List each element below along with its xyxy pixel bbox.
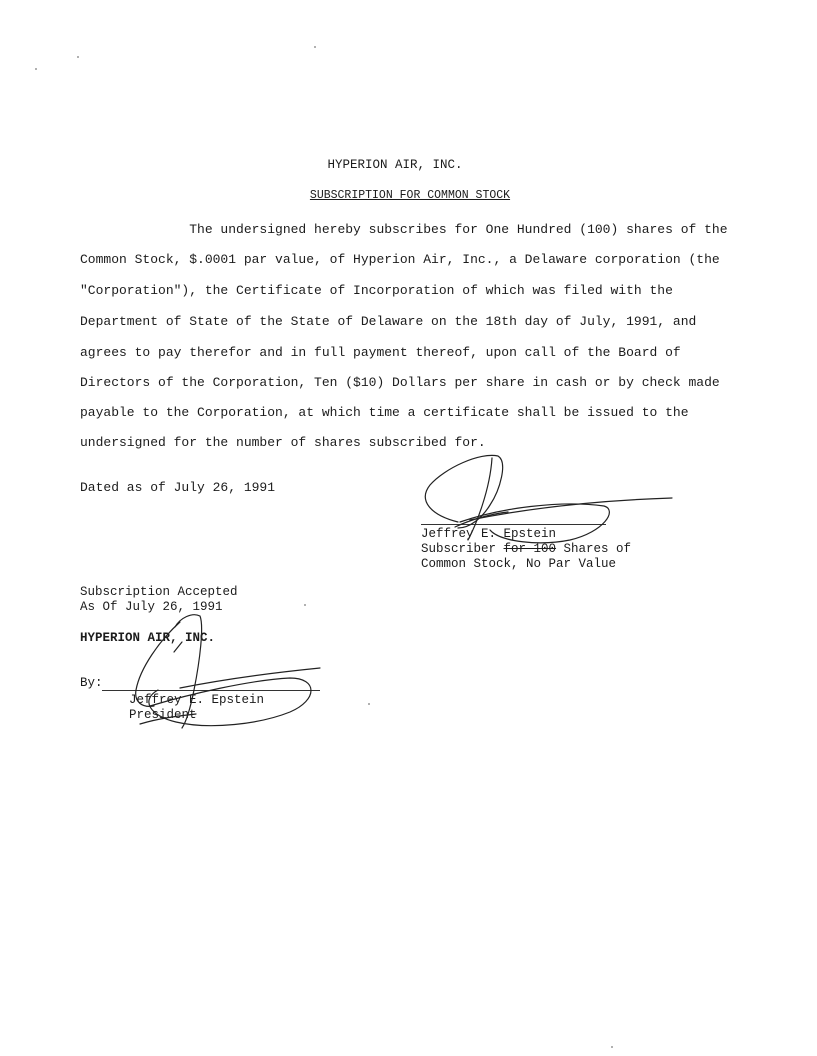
scan-speck [368,703,370,705]
scan-speck [304,604,306,606]
company-heading: HYPERION AIR, INC. [327,158,463,172]
subscriber-stock-type: Common Stock, No Par Value [421,557,617,571]
dated-line: Dated as of July 26, 1991 [80,480,276,495]
body-line: payable to the Corporation, at which time a certificate shall be issued to the [80,405,689,420]
acceptance-company: HYPERION AIR, INC. [80,631,216,645]
acceptance-signature-line [102,690,320,691]
acceptance-signer-name: Jeffrey E. Epstein [129,693,265,707]
scan-speck [314,46,316,48]
body-line: The undersigned hereby subscribes for One Hundred (100) shares of the [80,222,728,237]
body-line: Common Stock, $.0001 par value, of Hyperion Air, Inc., a Delaware corporation (the [80,252,720,267]
body-line: "Corporation"), the Certificate of Incorporation of which was filed with the [80,283,673,298]
subscriber-signature-line [421,524,606,525]
subscriber-caption-struck: for 100 [503,542,557,556]
scan-speck [611,1046,613,1048]
subscriber-caption-suffix: Shares of [556,542,632,556]
body-line: Directors of the Corporation, Ten ($10) Dollars per share in cash or by check made [80,375,720,390]
body-line: agrees to pay therefor and in full payment thereof, upon call of the Board of [80,345,681,360]
by-label: By: [80,676,103,690]
scan-speck [35,68,37,70]
subscriber-name: Jeffrey E. Epstein [421,527,557,541]
acceptance-signer-title: President [129,708,197,722]
acceptance-line-2: As Of July 26, 1991 [80,600,223,614]
scan-speck [77,56,79,58]
subscription-heading: SUBSCRIPTION FOR COMMON STOCK [309,189,511,202]
subscriber-caption [421,542,631,556]
acceptance-line-1: Subscription Accepted [80,585,238,599]
body-line: undersigned for the number of shares subscribed for. [80,435,486,450]
subscriber-caption-prefix: Subscriber [421,542,504,556]
body-line: Department of State of the State of Delaware on the 18th day of July, 1991, and [80,314,697,329]
